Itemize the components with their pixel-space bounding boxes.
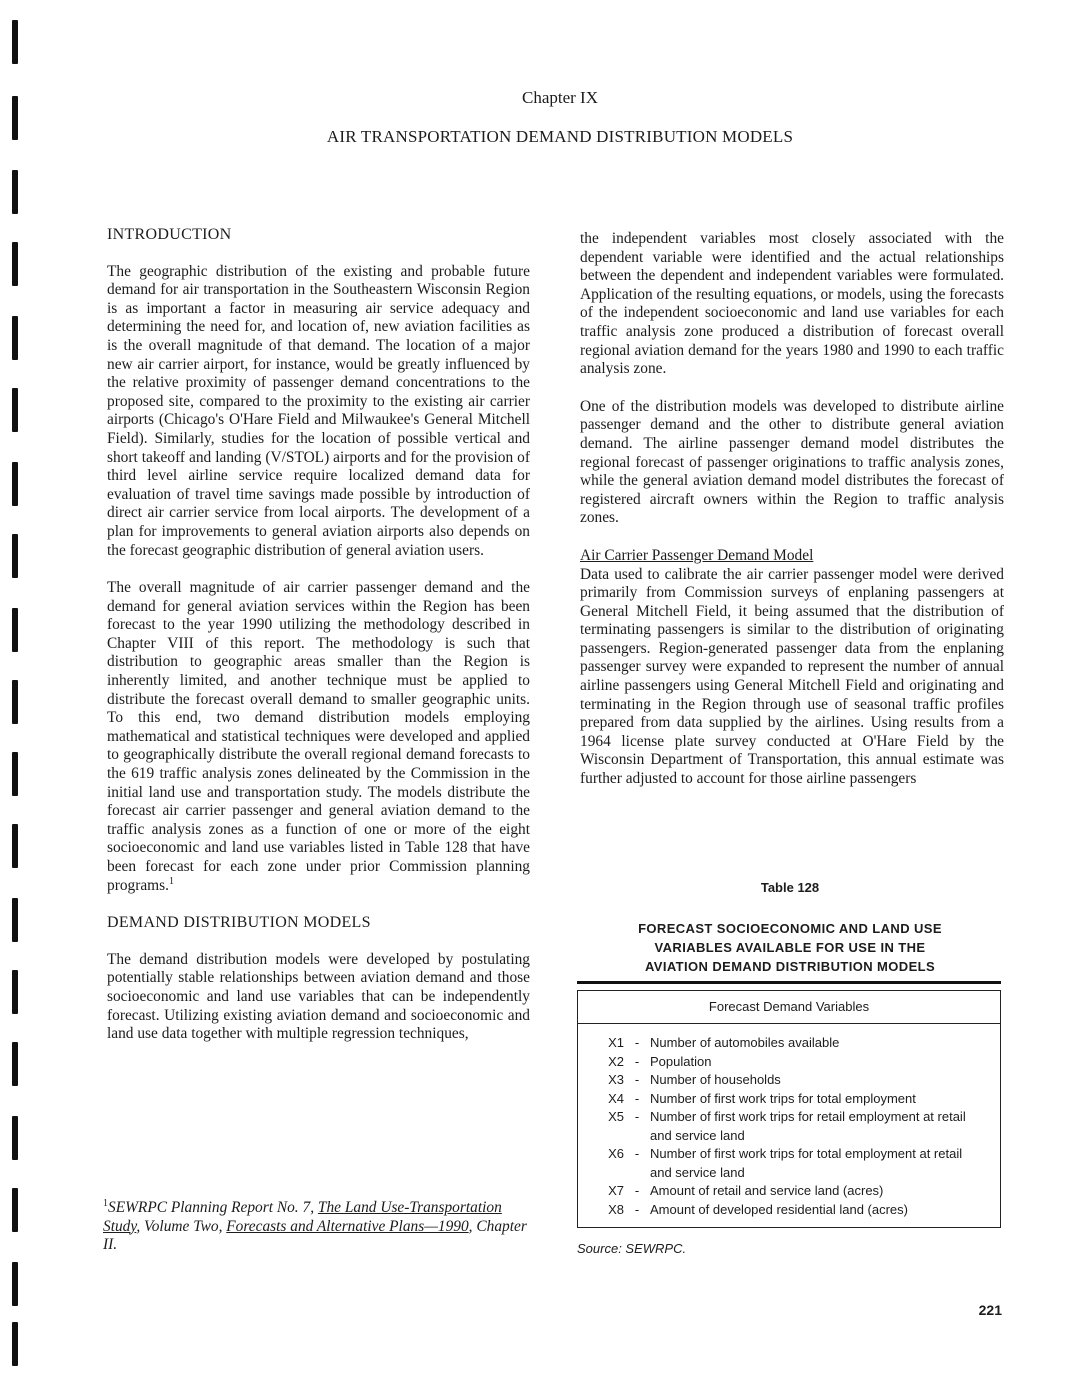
footnote-number: 1: [103, 1197, 108, 1209]
variable-code: X5: [608, 1109, 624, 1124]
margin-mark: [12, 1188, 18, 1232]
footnote-text: , Chapter II.: [103, 1217, 527, 1254]
table-row: [578, 1145, 1000, 1182]
variable-description: Number of automobiles available: [650, 1035, 840, 1050]
section-heading-demand-distribution-models: DEMAND DISTRIBUTION MODELS: [107, 914, 371, 932]
row-dash: -: [634, 1072, 640, 1087]
variable-description: Population: [650, 1053, 712, 1069]
margin-mark: [12, 898, 18, 942]
margin-mark: [12, 1116, 18, 1160]
table-row: [578, 1034, 1000, 1053]
page-number: 221: [978, 1302, 1002, 1318]
table-row: [578, 1053, 1000, 1072]
variable-code: X8: [608, 1201, 624, 1217]
row-dash: -: [634, 1146, 640, 1161]
table-title-line: FORECAST SOCIOECONOMIC AND LAND USE: [638, 921, 942, 936]
variable-description: Number of first work trips for total employment: [650, 1090, 916, 1106]
margin-mark: [12, 462, 18, 506]
footnote-text: SEWRPC Planning Report No. 7,: [108, 1199, 318, 1216]
table-row: [578, 1071, 1000, 1090]
table-top-rule: [577, 981, 1001, 984]
variable-description: Number of first work trips for retail employment at retail and service land: [650, 1109, 966, 1143]
variable-code: X4: [608, 1090, 624, 1106]
table-row: [578, 1108, 1000, 1145]
margin-mark: [12, 752, 18, 796]
table-title: [577, 919, 1003, 976]
variable-code: X1: [608, 1035, 624, 1050]
margin-mark: [12, 1322, 18, 1366]
variable-code: X3: [608, 1072, 624, 1087]
paragraph: The geographic distribution of the existing and probable future demand for air transportation in the Southeastern Wisconsin Region is as important a factor in measuring air service adequacy and determining the need for, and location of, new aviation facilities as is the overall magnitude of that demand. The location of a major new air carrier airport, for instance, would be greatly influenced by the relative proximity of passenger demand concentrations to the proposed site, compared to the proximity to the existing air carrier airports (Chicago's O'Hare Field and Milwaukee's General Mitchell Field). Similarly, studies for the location of possible vertical and short takeoff and landing (V/STOL) airports and for the provision of third level airline service require localized demand data for evaluation of travel time savings made possible by introduction of direct air carrier service from local airports. The development of a plan for improvements to general aviation airports also depends on the forecast geographic distribution of general aviation users.: [107, 262, 530, 559]
row-dash: -: [634, 1053, 640, 1069]
margin-mark: [12, 316, 18, 360]
margin-mark: [12, 534, 18, 578]
variable-code: X7: [608, 1183, 624, 1198]
table-row: [578, 1182, 1000, 1201]
subsection-heading: Air Carrier Passenger Demand Model: [580, 546, 814, 564]
footnote: [103, 1199, 530, 1255]
variable-description: Number of households: [650, 1072, 781, 1087]
row-dash: -: [634, 1090, 640, 1106]
margin-mark: [12, 680, 18, 724]
section-heading-introduction: INTRODUCTION: [107, 226, 232, 243]
left-column: [107, 226, 530, 1063]
margin-mark: [12, 608, 18, 652]
footnote-title: The Land Use-Transportation Study: [103, 1199, 502, 1235]
table-title-line: AVIATION DEMAND DISTRIBUTION MODELS: [644, 959, 936, 974]
row-dash: -: [634, 1109, 640, 1124]
margin-mark: [12, 20, 18, 64]
table-body: [578, 1024, 1000, 1219]
table-label: Table 128: [760, 880, 820, 895]
footnote-title: Forecasts and Alternative Plans—1990: [226, 1217, 469, 1235]
variables-table: [577, 990, 1001, 1228]
margin-mark: [12, 388, 18, 432]
paragraph: [107, 579, 530, 895]
paragraph: The demand distribution models were developed by postulating potentially stable relationships between aviation demand and those socioeconomic and land use variables that can be independently forecast. Utilizing existing aviation demand and socioeconomic and land use data together with multiple regression techniques,: [107, 950, 530, 1043]
row-dash: -: [634, 1183, 640, 1198]
chapter-title: AIR TRANSPORTATION DEMAND DISTRIBUTION MODELS: [326, 127, 794, 146]
table-row: [578, 1201, 1000, 1220]
footnote-reference: 1: [168, 875, 174, 887]
chapter-label: Chapter IX: [521, 88, 598, 107]
row-dash: -: [634, 1035, 640, 1050]
margin-mark: [12, 824, 18, 868]
variable-code: X2: [608, 1053, 624, 1069]
footnote-text: , Volume Two,: [136, 1217, 227, 1235]
variable-code: X6: [608, 1146, 624, 1161]
variable-description: Number of first work trips for total employment at retail and service land: [650, 1146, 963, 1180]
table-row: [578, 1090, 1000, 1109]
margin-mark: [12, 170, 18, 214]
variable-description: Amount of retail and service land (acres): [650, 1183, 884, 1198]
table-source: Source: SEWRPC.: [577, 1241, 687, 1256]
margin-mark: [12, 1042, 18, 1086]
right-column: [580, 230, 1004, 808]
margin-mark: [12, 242, 18, 286]
variable-description: Amount of developed residential land (acres): [650, 1201, 908, 1217]
margin-mark: [12, 1262, 18, 1306]
binding-margin-marks: [10, 20, 24, 1370]
margin-mark: [12, 970, 18, 1014]
paragraph: One of the distribution models was developed to distribute airline passenger demand and the other to distribute general aviation demand. The airline passenger demand model distributes the regional forecast of passenger originations to traffic analysis zones, while the general aviation demand model distributes the forecast of registered aircraft owners within the Region to traffic analysis zones.: [580, 397, 1004, 527]
paragraph: Data used to calibrate the air carrier passenger model were derived primarily from Commission surveys of enplaning passengers at General Mitchell Field, it being assumed that the distribution of terminating passengers is similar to the distribution of originating passengers. Region-generated passenger data from the enplaning passenger survey were expanded to represent the number of annual airline passengers using General Mitchell Field and originating and terminating in the Region through use of seasonal traffic profiles prepared from data supplied by the airlines. Using results from a 1964 license plate survey conducted at O'Hare Field by the Wisconsin Department of Transportation, this annual estimate was further adjusted to account for those airline passengers: [580, 565, 1004, 788]
table-column-header: Forecast Demand Variables: [578, 991, 1000, 1024]
paragraph-text: The overall magnitude of air carrier passenger demand and the demand for general aviation services within the Region has been forecast to the year 1990 utilizing the methodology described in Chapter VIII of this report. The methodology is such that distribution to geographic areas smaller than the Region is inherently limited, and another technique must be applied to distribute the forecast overall demand to smaller geographic units. To this end, two demand distribution models employing mathematical and statistical techniques were developed and applied to geographically distribute the overall regional demand forecasts to the 619 traffic analysis zones delineated by the Commission in the initial land use and transportation study. The models distribute the forecast air carrier passenger and general aviation demand to the traffic analysis zones as a function of one or more of the eight socioeconomic and land use variables listed in Table 128 that have been forecast for each zone under prior Commission planning programs.: [107, 579, 530, 894]
paragraph: the independent variables most closely associated with the dependent variable were identified and the actual relationships between the dependent and independent variables were formulated. Application of the resulting equations, or models, using the forecasts of the independent socioeconomic and land use variables for each traffic analysis zone produced a distribution of forecast overall regional aviation demand for the years 1980 and 1990 to each traffic analysis zone.: [580, 230, 1004, 378]
row-dash: -: [634, 1201, 640, 1217]
table-title-line: VARIABLES AVAILABLE FOR USE IN THE: [654, 940, 926, 955]
